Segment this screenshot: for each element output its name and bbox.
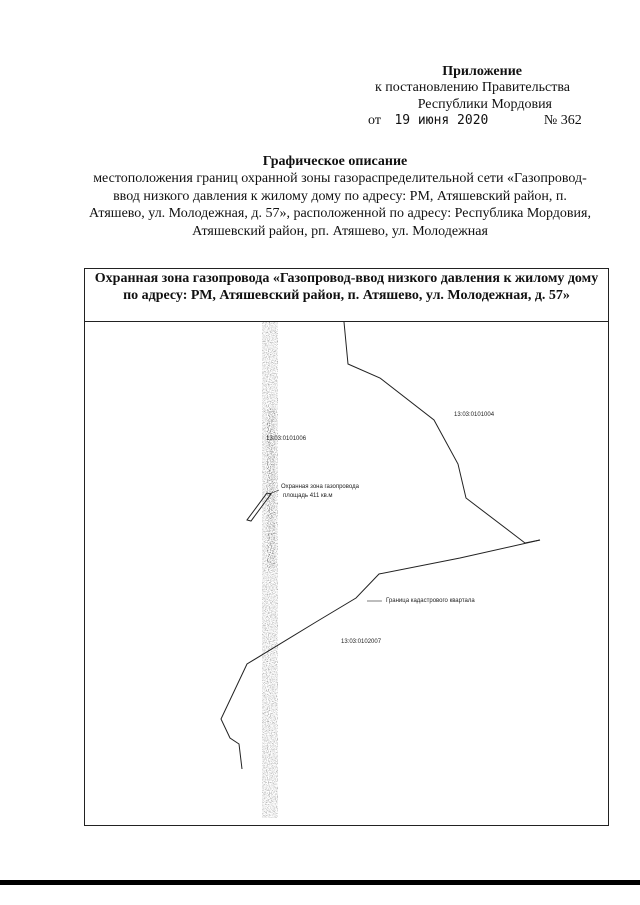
cadastral-label-3: 13:03:0102007 — [341, 639, 382, 645]
appendix-decree-line: к постановлению Правительства — [374, 80, 570, 95]
map-drawing — [84, 268, 609, 826]
cadastral-label-2: 13:03:0101006 — [266, 436, 307, 442]
decree-date: 19 июня 2020 — [394, 113, 489, 128]
description-title: Графическое описание — [262, 154, 408, 169]
cadastral-label-1: 13:03:0101004 — [454, 412, 495, 418]
map-title: Охранная зона газопровода «Газопровод-ввод низкого давления к жилому дому по адресу: РМ, Атяшевский район, п. Атяшево, ул. Молодежная, д. 57» — [94, 271, 599, 303]
zone-label-area: площадь 411 кв.м — [283, 493, 333, 499]
zone-label-name: Охранная зона газопровода — [281, 484, 359, 490]
boundary-label: Граница кадастрового квартала — [386, 598, 475, 604]
cadastral-boundary-upper — [344, 322, 540, 543]
appendix-title: Приложение — [442, 64, 522, 79]
road-strip — [262, 322, 278, 818]
decree-date-line — [368, 113, 608, 129]
date-prefix: от — [368, 113, 381, 128]
description-body: местоположения границ охранной зоны газораспределительной сети «Газопровод-ввод низкого давления к жилому дому по адресу: РМ, Атяшевский район, п. Атяшево, ул. Молодежная, д. 57», расположенной по адресу: Республика Мордовия, Атяшевский район, рп. Атяшево, ул. Молодежная — [89, 171, 591, 239]
appendix-republic-line: Республики Мордовия — [417, 97, 552, 112]
decree-number: № 362 — [543, 113, 582, 128]
bottom-rule — [0, 880, 640, 885]
